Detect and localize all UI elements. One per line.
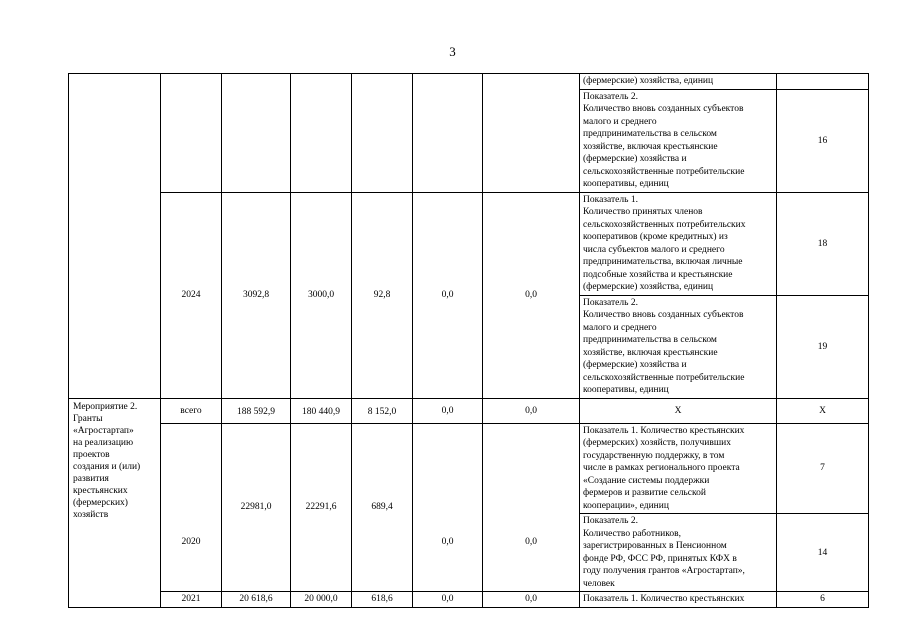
regional-cell: 618,6 <box>352 592 413 608</box>
indicator-value: 7 <box>777 423 869 514</box>
regional-cell: 92,8 <box>352 192 413 398</box>
federal-cell: 3000,0 <box>291 192 352 398</box>
table-row <box>69 592 869 608</box>
municipal-cell: 0,0 <box>413 398 483 423</box>
year-cell: всего <box>161 398 222 423</box>
indicator-text: Показатель 2. Количество работников, зарегистрированных в Пенсионном фонде РФ, ФСС РФ, принятых КФХ в году получения грантов «Агростартап», человек <box>580 514 777 592</box>
indicator-value: 14 <box>777 514 869 592</box>
total-cell: 20 618,6 <box>222 592 291 608</box>
measure-cell-empty <box>69 74 161 399</box>
indicator-text: Показатель 2. Количество вновь созданных субъектов малого и среднего предпринимательства в сельском хозяйстве, включая крестьянские (фермерские) хозяйства и сельскохозяйственные потребительские кооперативы, единиц <box>580 295 777 398</box>
indicator-text: (фермерские) хозяйства, единиц <box>580 74 777 90</box>
extra-budget-cell: 0,0 <box>483 423 580 592</box>
indicator-value: 6 <box>777 592 869 608</box>
extra-budget-cell: 0,0 <box>483 592 580 608</box>
regional-cell: 689,4 <box>352 423 413 592</box>
federal-cell: 20 000,0 <box>291 592 352 608</box>
value-cross: Х <box>777 398 869 423</box>
year-cell: 2021 <box>161 592 222 608</box>
municipal-cell: 0,0 <box>413 592 483 608</box>
indicator-text: Показатель 1. Количество крестьянских <box>580 592 777 608</box>
indicator-text: Показатель 2. Количество вновь созданных субъектов малого и среднего предпринимательства в сельском хозяйстве, включая крестьянские (фермерские) хозяйства и сельскохозяйственные потребительские кооперативы, единиц <box>580 89 777 192</box>
extra-budget-cell: 0,0 <box>483 398 580 423</box>
table-row <box>69 398 869 423</box>
federal-cell: 180 440,9 <box>291 398 352 423</box>
total-cell: 188 592,9 <box>222 398 291 423</box>
year-cell: 2020 <box>161 423 222 592</box>
municipal-cell: 0,0 <box>413 423 483 592</box>
table-row <box>69 423 869 514</box>
extra-budget-cell: 0,0 <box>483 192 580 398</box>
indicator-value <box>777 74 869 90</box>
page-number: 3 <box>449 44 456 59</box>
table-row <box>69 74 869 90</box>
indicator-text: Показатель 1. Количество принятых членов сельскохозяйственных потребительских кооперативов (кроме кредитных) из числа субъектов малого и среднего предпринимательства, включая личные подсобные хозяйства и крестьянские (фермерские) хозяйства, единиц <box>580 192 777 295</box>
indicator-value: 18 <box>777 192 869 295</box>
municipal-cell: 0,0 <box>413 192 483 398</box>
indicator-cross: Х <box>580 398 777 423</box>
indicator-text: Показатель 1. Количество крестьянских (фермерских) хозяйств, получивших государственную поддержку, в том числе в рамках регионального проекта «Создание системы поддержки фермеров и развитие сельской кооперации», единиц <box>580 423 777 514</box>
federal-cell: 22291,6 <box>291 423 352 592</box>
total-cell: 22981,0 <box>222 423 291 592</box>
measure-name: Мероприятие 2. Гранты «Агростартап» на реализацию проектов создания и (или) развития крестьянских (фермерских) хозяйств <box>69 398 161 607</box>
table-row <box>69 192 869 295</box>
indicator-value: 19 <box>777 295 869 398</box>
program-table <box>68 73 869 608</box>
indicator-value: 16 <box>777 89 869 192</box>
year-cell: 2024 <box>161 192 222 398</box>
regional-cell: 8 152,0 <box>352 398 413 423</box>
total-cell: 3092,8 <box>222 192 291 398</box>
